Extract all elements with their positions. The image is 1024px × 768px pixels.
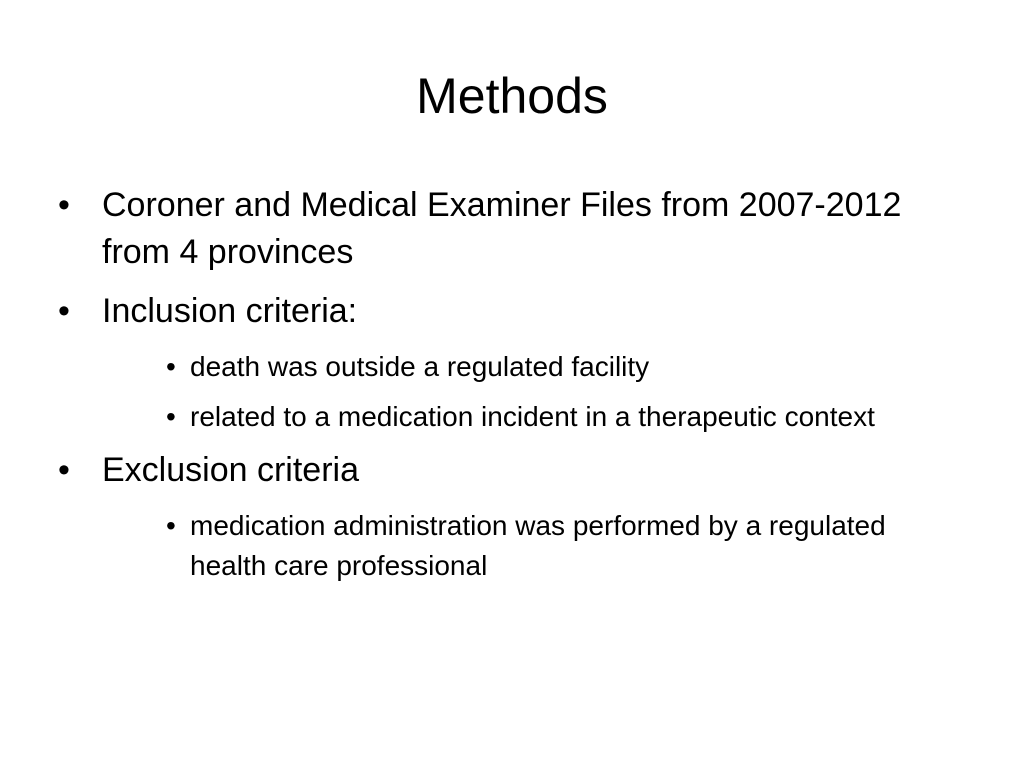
bullet-item [58,447,968,494]
bullet-icon: • [58,451,70,489]
bullet-text: Inclusion criteria: [102,292,358,330]
sub-bullet-icon: • [166,401,176,432]
bullet-text: Coroner and Medical Examiner Files from 2007-2012 from 4 provinces [102,186,902,271]
sub-bullet-text: medication administration was performed by a regulated health care professional [190,510,886,581]
sub-bullet-item [166,347,968,387]
sub-bullet-text: related to a medication incident in a therapeutic context [190,401,875,432]
bullet-icon: • [58,292,70,330]
sub-bullet-text: death was outside a regulated facility [190,351,650,382]
sub-bullet-icon: • [166,351,176,382]
bullet-item [58,182,968,276]
bullet-icon: • [58,186,70,224]
slide-body [58,182,968,596]
sub-bullet-item [166,506,968,586]
sub-bullet-icon: • [166,510,176,541]
bullet-text: Exclusion criteria [102,451,359,489]
sub-bullet-item [166,397,968,437]
slide-title: Methods [416,68,608,124]
bullet-item [58,288,968,335]
